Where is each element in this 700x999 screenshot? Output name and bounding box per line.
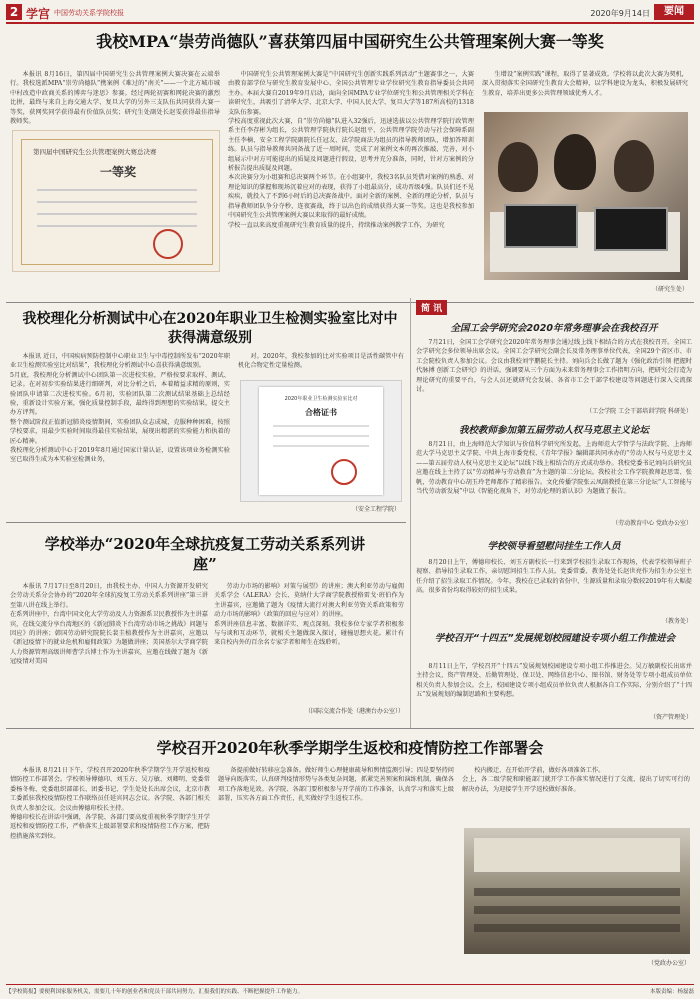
footer-editor: 本版责编：杨磊磊 xyxy=(649,989,694,995)
page-number: 2 xyxy=(6,4,22,20)
article1-team-photo xyxy=(484,112,688,280)
article1-certificate-image xyxy=(12,130,220,272)
article2-photo-caption: （安全工程学院） xyxy=(351,506,400,513)
divider xyxy=(6,728,694,729)
article3-caption: （国际交流合作处（港澳台办公室）） xyxy=(304,708,404,715)
section-label: 要闻 xyxy=(654,4,694,20)
article2-certificate-image xyxy=(240,380,402,502)
article2-col1: 本报讯 近日，中国疾病预防控制中心职业卫生与中毒控制所发布“2020年职业卫生检测实验室比对结果”，我校理化分析测试中心喜获得满意级别。 5月底，我校理化分析测试中心团队第一次进校实验，严格按要求取样、测试、记录。在对初步实验结果进行细研判，对比分析之后，本着精益求精的原则，实验团队申请第二次进校实验。6月初，实验团队第二次测试结果基础上总结经验，重新设计实验方案，强化质量控制手段，最终得到理想的实验结果，提交主办方评判。 整个测试阶段正值新冠肺炎疫情期间，实验团队众志成城，克服种种困难，按照学校要求，用最少实验时间取得最佳实验结果，展现出精湛的实验能力和执着的匠心精神。 我校理化分析测试中心于2019年8月通过国家计量认证，设置该项业务检测实验室已取得生成为本实验室检测业务， xyxy=(10,353,230,464)
article3-col1: 本报讯 7月17日至8月20日，由我校主办、中国人力资源开发研究会劳动关系分会协办的“2020年全球抗疫复工劳动关系系列讲座”第三讲至第八讲在线上举行。 在系列讲座中，台湾中国文化大学劳动及人力资源系卫民教授作为主讲嘉宾，在线交流分享台湾地区的《新冠肺炎下台湾劳动市场之挑战》问题与因应》的讲座；韩国劳动研究院院长裴圭植教授作为主讲嘉宾，应邀以《新冠疫情下的就业危机和雇佣政策》为题做讲座；美国基尔大学商学院人力资源管理高级讲师曹学兵博士作为主讲嘉宾，应邀在线做了题为《新冠疫情对美国 xyxy=(10,583,208,666)
article4-caption: （党政办公室） xyxy=(647,960,690,967)
divider xyxy=(6,522,406,523)
certificate-heading: 第四届中国研究生公共管理案例大赛总决赛 xyxy=(33,148,157,156)
issue-date: 2020年9月14日 xyxy=(590,9,650,18)
article2-title: 我校理化分析测试中心在2020年职业卫生检测实验室比对中获得满意级别 xyxy=(22,311,398,346)
certificate-award: 合格证书 xyxy=(305,407,337,417)
seal-icon xyxy=(331,459,357,485)
seal-icon xyxy=(153,229,183,259)
brief4-text: 8月11日上午，学校召开“十四五”发展规划校园建设专项小组工作推进会。吴万敏副校长出席并主持会议，资产管理处、后勤管理处、保卫处、网络信息中心、图书馆、财务处等专项小组成员单位相关负责人参加会议。会上，校园建设专项小组成员单位负责人根据各自工作实际，分别介绍了“十四五”发展规划的编制思路和主要构想。 xyxy=(416,663,692,699)
brief3-text: 8月20日上午，傅德印校长、刘玉方副校长一行来到学校招生录取工作现场，代表学校领导班子视察、指导招生录取工作，亲切慰问招生工作人员。党委常委、教务处处长赵世亮作为招生办公室主任介绍了招生录取工作情况。今年，我校在已录取的省份中，生源质量和录取分数较2019年有大幅提高。很多省份均取得较好的招生成果。 xyxy=(416,559,692,595)
brief1-title: 全国工会学研究会2020年常务理事会在我校召开 xyxy=(450,323,658,334)
brief4-source: （资产管理处） xyxy=(649,714,692,721)
paper-logo: 学宫 xyxy=(26,7,51,21)
masthead xyxy=(6,4,694,24)
article3-col2: 劳动力市场的影响》对策与展望》的讲座；澳大利亚劳动与雇佣关系学会（ALERA）会长、莫纳什大学商学院教授格雷戈·班伯作为主讲嘉宾，应邀做了题为《疫情大流行对澳大利亚劳资关系政策和劳动力市场的影响》（政策的回应与应对）的讲座。 系列讲座信息丰富、数据详实、观点深刻。我校多位专家学者积极参与与谈和互动环节，就相关主题做深入探讨，碰撞思想火花。累计有来自校内外的百余名专家学者和师生在线聆听。 xyxy=(214,583,404,647)
article3-title: 学校举办“2020年全球抗疫复工劳动关系系列讲座” xyxy=(44,535,366,573)
article4-col1: 本报讯 8月21日下午，学校召开2020年秋季学期学生开学返校和疫情防控工作部署会。学校领导傅德印、刘玉方、吴万敏、刘卿明、党委常委杨冬梅、党委组织部部长、团委书记、学生处处长出席会议，北京市教工委派驻我校疫情防控工作联络员任延宾同志会议。各学院、各部门相关负责人参加会议。会议由傅德印校长主持。 傅德印校长在讲话中强调，各学院、各部门要高度重视秋季学期学生开学返校和疫情防控工作，严格落实上级部署要求和疫情防控工作方案，把防控措施落实到位。 xyxy=(10,767,210,840)
article4-meeting-photo xyxy=(464,828,690,954)
brief2-source: （劳动教育中心 党政办公室） xyxy=(612,520,692,527)
brief2-text: 8月21日，由上海师范大学知识与价值科学研究所发起，上海师范大学哲学与法政学院、上海师范大学马克思主义学院、中共上海市委党校、《青年学报》编辑部共同承办的“劳动人权与马克思主义——第五届劳动人权马克思主义论坛”以线下线上相结合的方式成功举办。我校党委书记刘向兵研究员应邀在线上主持了以“劳动精神与劳动教育”为主题的第二分论坛。我校社会工作学院教师赵思雪、张帆，劳动教育中心胡玉玲老师都作了精彩报告。文化传播学院张云凤副教授在第三分论坛“人工智能与当代劳动新发展”中以《智能化视角下，对劳动伦理的新认识》为题做了报告。 xyxy=(416,441,692,496)
brief2-title: 我校教师参加第五届劳动人权马克思主义论坛 xyxy=(458,425,649,436)
footer-note: 【学校简报】要便利国家服务机关，需要几十年的创业者和党员干部共同努力，汇报我们的实践、不断把握提升工作能力。 xyxy=(6,989,304,995)
brief1-source: （工会学院 工会干部培训学院 科研处） xyxy=(586,408,692,415)
article1-col1: 本报讯 8月16日，第四届中国研究生公共管理案例大赛决赛在云端举行。我校选派MPA“崇劳尚德队”携案例《难过的“南关”——一个北方城市城中村改造中政商关系的博弈与迷思》参赛。经过两轮初赛和网轮决赛的激烈比拼，最终与来自上海交通大学、复旦大学的另外三支队伍共同获得大赛一等奖，获网奖同学获得最有价值队员奖；研究生处副处长赵雯获得最佳指导教师奖。 xyxy=(10,71,220,126)
article2-col2: 对。2020年，我校参加的比对实验项目是活性碳管中有机化合物定性定量检测。 xyxy=(238,353,404,370)
article1-title: 我校MPA“崇劳尚德队”喜获第四届中国研究生公共管理案例大赛一等奖 xyxy=(96,32,604,51)
column-divider xyxy=(410,298,411,728)
paper-name: 中国劳动关系学院校报 xyxy=(54,9,124,17)
laptop-icon xyxy=(504,204,578,248)
article4-col2: 备提前做好转移应急准备。做好师生心理健康疏导和舆情监测引导；四是要坚持问题导向既落实，认真研判疫情形势与各类复杂问题，抓紧完善预案和演练机制，确保各项工作落地见效。各学院、各部门要积极参与开学前的工作准备，认真学习和落实上级部署，压实各方面工作责任，扎实做好学生返校工作。 xyxy=(218,767,454,803)
certificate-award: 一等奖 xyxy=(99,165,136,179)
page-footer xyxy=(6,984,694,997)
article4-col3: 校内搬迁、在开始开学前，做好各项准备工作。 会上，各二级学院和职能部门就开学工作落实情况进行了交流，提出了切实可行的解决办法，为迎接学生开学返校做好准备。 xyxy=(462,767,690,793)
brief-section-tag: 简 讯 xyxy=(416,300,447,315)
laptop-icon xyxy=(594,207,668,251)
brief1-text: 7月21日，全国工会学研究会2020年常务理事会通过线上线下相结合的方式在我校召开。全国工会学研究会多位领导出席会议。全国工会学研究会副会长及常务理事单位代表，全国29个省区市、市工会院校负责人参加会议。会议由我校刘宇鹏院长主持。刘向兵会长做了题为《强化政治引领 把握时代脉搏 创新工会研究》的讲话，强调要从三个方面为未来常务理事会工作指明方向，把研究会打造为理论研究的重要平台，与会人员还就研究会发展、各省市工会干部学校建设等问题进行深入交流探讨。 xyxy=(416,339,692,394)
brief4-title: 学校召开“十四五”发展规划校园建设专项小组工作推进会 xyxy=(434,633,676,644)
article1-col3: 生增设“案例实践”课程，取得了显著成效。学校将以此次大赛为契机，深入贯彻落实全国研究生教育大会精神，以学科建设为龙头，积极发展研究生教育，培养出更多公共管理领域优秀人才。 xyxy=(482,71,688,97)
article1-col2: 中国研究生公共管理案例大赛是“中国研究生创新实践系列活动”主题赛事之一，大赛由教育部学位与研究生教育发展中心、全国公共管理专业学位研究生教育指导委员会共同主办。本届大赛自2019年9月启动，面向全国MPA专业学位研究生和公共管理相关学科在读研究生，共吸引了清华大学、北京大学、中国人民大学、复旦大学等187所高校的1318支队伍参赛。 学校高度重视此次大赛，自“崇劳尚德”队进入32强后，迅速选拔以公共管理学院行政管理系主任李存彬为组长，公共管理学院执行院长赵组平、公共管理学院劳动与社会保障系副主任李楠、安全工程学院副院长任冠友、法学院商法为组员的指导教师团队，增加答辩训练。队员与指导教师共同备战了近一周时间，完成了对案例文本的再次推敲、完善，对小组展示中对方可能提出的质疑及问题进行假设，思考并充分准备，同时，针对方案例的分析报告提出质疑及问题。 本次决赛分为小组赛和总决赛两个环节。在小组赛中，我校3名队员凭借对案例的熟悉、对理论知识的掌握和现场沉着应对的表现，获得了小组最高分，成功晋级4强。队员们还不见疾疾，就投入了不到6小时后的总决赛备战中。面对全新的案例、全新的理论分析，队员与指导教师团队争分夺秒，连夜赛战，终于以出色的成绩获得大赛一等奖。这也是我校参加中国研究生公共管理案例大赛以来取得的最好成绩。 学校一直以来高度重视研究生教育质量的提升，持续推动案例教学工作，为研究 xyxy=(228,71,474,229)
certificate-heading: 2020年职业卫生检测实验室比对 xyxy=(284,396,358,402)
brief3-title: 学校领导看望慰问挂生工作人员 xyxy=(487,541,621,552)
brief3-source: （教务处） xyxy=(661,618,692,625)
article4-title: 学校召开2020年秋季学期学生返校和疫情防控工作部署会 xyxy=(156,739,544,757)
article1-photo-caption: （研究生处） xyxy=(651,286,688,293)
divider xyxy=(6,302,694,303)
